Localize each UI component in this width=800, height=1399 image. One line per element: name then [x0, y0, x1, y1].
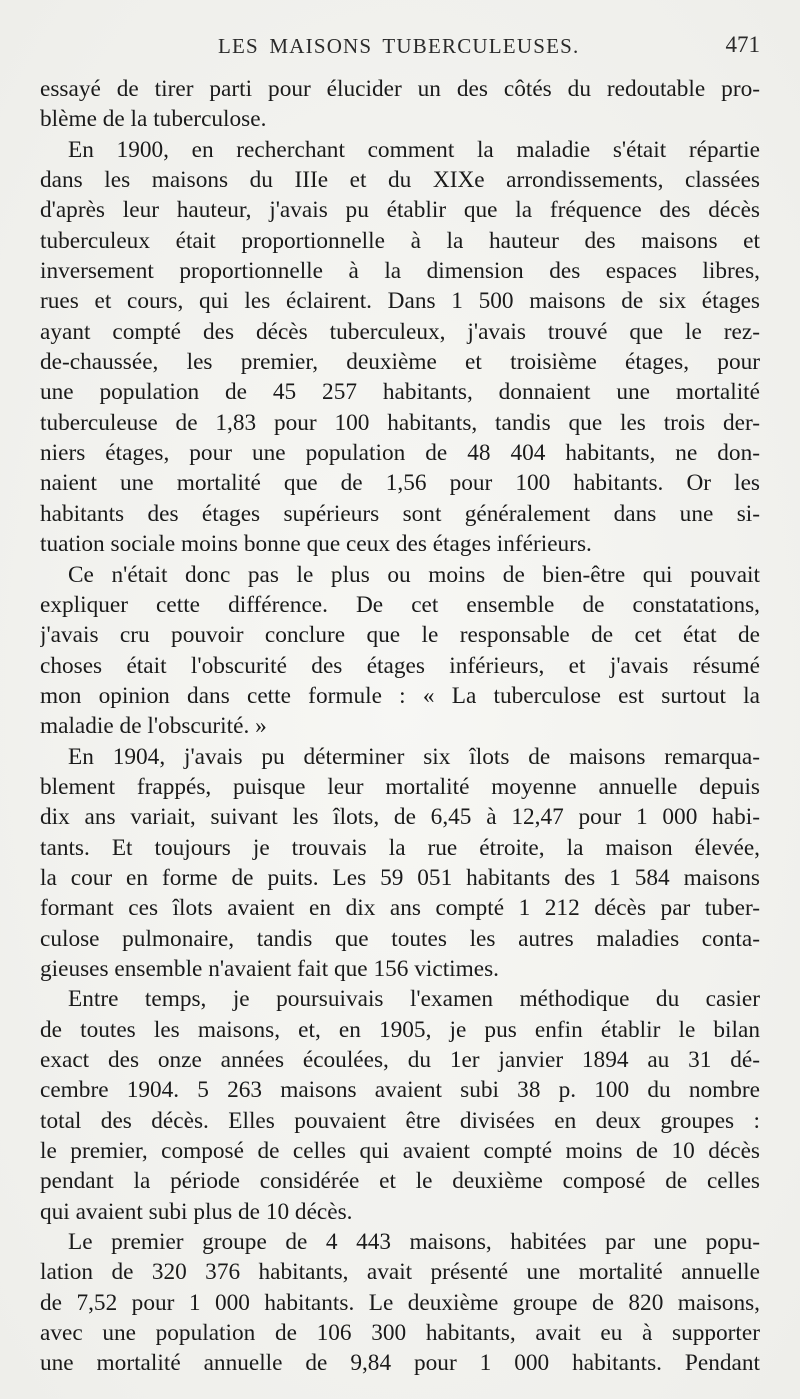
text-line: blème de la tuberculose. [40, 106, 267, 133]
text-line: choses était l'obscurité des étages inférieurs, et j'avais résumé [40, 652, 760, 679]
text-line: pendant la période considérée et le deuxième composé de celles [40, 1168, 760, 1195]
text-line: essayé de tirer parti pour élucider un des côtés du redoutable pro- [40, 76, 760, 102]
body-text [40, 74, 760, 1379]
text-line: inversement proportionnelle à la dimension des espaces libres, [40, 258, 760, 285]
text-line: une mortalité annuelle de 9,84 pour 1 000 habitants. Pendant [40, 1350, 760, 1377]
text-line: exact des onze années écoulées, du 1er janvier 1894 au 31 dé- [40, 1047, 760, 1073]
running-title: LES MAISONS TUBERCULEUSES. [218, 34, 580, 58]
text-line: qui avaient subi plus de 10 décès. [40, 1198, 353, 1225]
text-line: cembre 1904. 5 263 maisons avaient subi 38 p. 100 du nombre [40, 1077, 760, 1104]
text-line: habitants des étages supérieurs sont généralement dans une si- [40, 500, 760, 527]
text-line: expliquer cette différence. De cet ensemble de constatations, [40, 591, 760, 618]
text-line: En 1904, j'avais pu déterminer six îlots de maisons remarqua- [68, 743, 760, 770]
text-line: tuberculeuse de 1,83 pour 100 habitants, tandis que les trois der- [40, 409, 760, 436]
text-line: rues et cours, qui les éclairent. Dans 1 500 maisons de six étages [40, 288, 760, 315]
text-line: une population de 45 257 habitants, donnaient une mortalité [40, 379, 760, 406]
text-line: niers étages, pour une population de 48 404 habitants, ne don- [40, 440, 760, 467]
text-line: le premier, composé de celles qui avaient compté moins de 10 décès [40, 1138, 760, 1165]
page-number: 471 [725, 32, 760, 57]
text-line: j'avais cru pouvoir conclure que le responsable de cet état de [40, 622, 760, 649]
text-line: maladie de l'obscurité. » [40, 713, 267, 740]
text-line: mon opinion dans cette formule : « La tuberculose est surtout la [40, 682, 760, 709]
running-head [40, 34, 760, 64]
text-line: gieuses ensemble n'avaient fait que 156 victimes. [40, 955, 499, 982]
text-line: En 1900, en recherchant comment la maladie s'était répartie [68, 136, 760, 163]
text-line: tants. Et toujours je trouvais la rue étroite, la maison élevée, [40, 834, 760, 861]
text-line: naient une mortalité que de 1,56 pour 100 habitants. Or les [40, 470, 760, 497]
text-line: Entre temps, je poursuivais l'examen méthodique du casier [68, 986, 760, 1013]
text-line: total des décès. Elles pouvaient être divisées en deux groupes : [40, 1107, 760, 1134]
text-line: formant ces îlots avaient en dix ans compté 1 212 décès par tuber- [40, 895, 760, 922]
text-line: de 7,52 pour 1 000 habitants. Le deuxième groupe de 820 maisons, [40, 1289, 760, 1316]
text-line: Ce n'était donc pas le plus ou moins de bien-être qui pouvait [68, 561, 760, 588]
text-line: tuation sociale moins bonne que ceux des étages inférieurs. [40, 531, 592, 558]
text-line: de-chaussée, les premier, deuxième et troisième étages, pour [40, 349, 760, 376]
text-line: blement frappés, puisque leur mortalité moyenne annuelle depuis [40, 773, 760, 800]
text-line: lation de 320 376 habitants, avait présenté une mortalité annuelle [40, 1259, 760, 1286]
text-line: culose pulmonaire, tandis que toutes les autres maladies conta- [40, 925, 760, 952]
text-line: dans les maisons du IIIe et du XIXe arrondissements, classées [40, 167, 760, 194]
text-line: la cour en forme de puits. Les 59 051 habitants des 1 584 maisons [40, 864, 760, 891]
text-line: tuberculeux était proportionnelle à la hauteur des maisons et [40, 227, 760, 254]
text-line: de toutes les maisons, et, en 1905, je pus enfin établir le bilan [40, 1016, 760, 1043]
text-line: ayant compté des décès tuberculeux, j'avais trouvé que le rez- [40, 318, 760, 345]
text-line: d'après leur hauteur, j'avais pu établir que la fréquence des décès [40, 197, 760, 224]
text-line: dix ans variait, suivant les îlots, de 6,45 à 12,47 pour 1 000 habi- [40, 804, 760, 831]
text-line: Le premier groupe de 4 443 maisons, habitées par une popu- [68, 1229, 760, 1256]
text-line: avec une population de 106 300 habitants, avait eu à supporter [40, 1320, 760, 1347]
